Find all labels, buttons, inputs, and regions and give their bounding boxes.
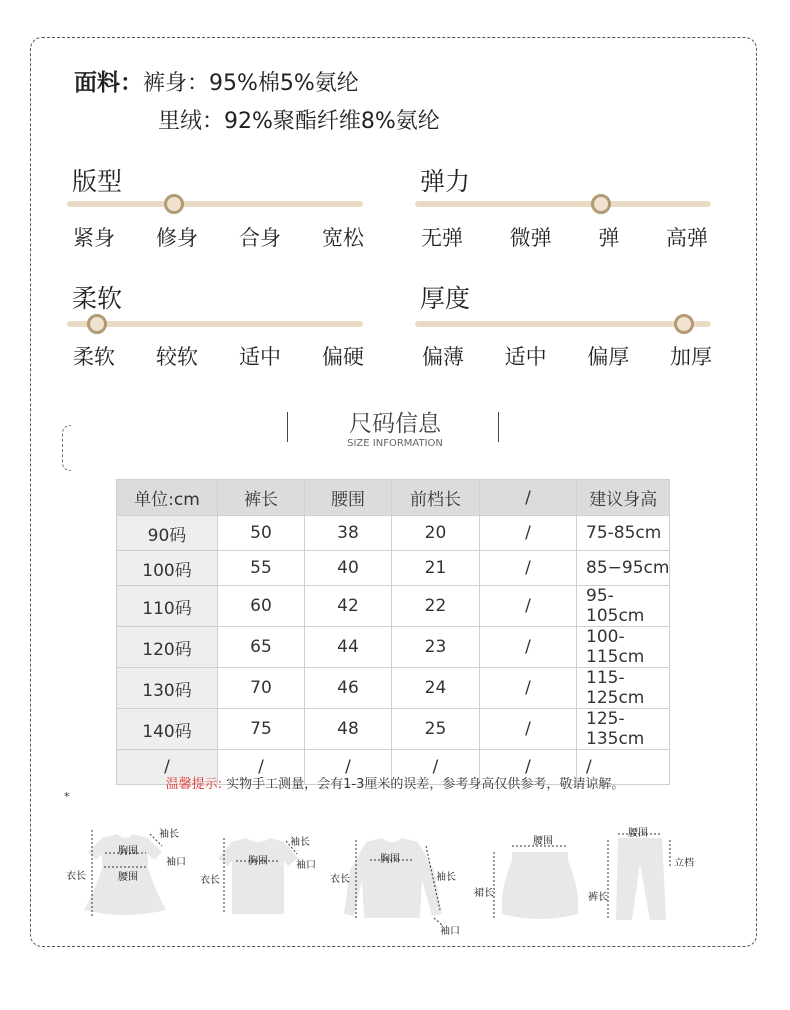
option-label: 紧身 [73, 226, 115, 250]
attr-fit-slider [67, 201, 363, 207]
table-cell: 125-135cm [577, 709, 670, 750]
skirt-waist-label: 腰围 [533, 836, 553, 847]
sweater-length-label: 衣长 [330, 874, 350, 885]
attr-thick-title: 厚度 [420, 284, 471, 313]
table-cell: 42 [305, 586, 392, 627]
table-cell: 44 [305, 627, 392, 668]
table-cell: 25 [392, 709, 480, 750]
tshirt-diagram [196, 828, 326, 923]
table-header: 裤长 [218, 480, 305, 516]
skirt-diagram [472, 830, 587, 925]
attr-thick-options [422, 341, 712, 371]
table-cell: 40 [305, 551, 392, 586]
table-row [117, 586, 670, 627]
attr-soft-knob [87, 314, 107, 334]
sweater-cuff-label: 袖口 [440, 926, 460, 937]
table-row [117, 709, 670, 750]
table-row [117, 516, 670, 551]
option-label: 柔软 [73, 345, 115, 369]
table-cell: / [480, 516, 577, 551]
table-cell: 140码 [117, 709, 218, 750]
option-label: 修身 [156, 226, 198, 250]
table-cell: 60 [218, 586, 305, 627]
heading-divider-left [287, 412, 288, 442]
attr-soft-options [73, 341, 364, 371]
table-cell: 115-125cm [577, 668, 670, 709]
table-cell: / [218, 750, 305, 785]
fabric-line-2: 里绒：92%聚酯纤维8%氨纶 [158, 109, 440, 134]
table-cell: / [480, 586, 577, 627]
table-cell: / [392, 750, 480, 785]
dress-sleeve-label: 袖长 [159, 829, 179, 840]
dress-chest-label: 胸围 [118, 846, 138, 857]
option-label: 适中 [239, 345, 281, 369]
sweater-chest-label: 胸围 [380, 854, 400, 865]
attr-fit-options [73, 222, 364, 252]
table-cell: 100-115cm [577, 627, 670, 668]
pants-waist-label: 腰围 [628, 828, 648, 839]
table-cell: 38 [305, 516, 392, 551]
table-cell: 110码 [117, 586, 218, 627]
attr-thick-slider [415, 321, 711, 327]
table-cell: 90码 [117, 516, 218, 551]
option-label: 适中 [504, 345, 547, 369]
option-label: 较软 [156, 345, 198, 369]
size-section-subtitle: SIZE INFORMATION [347, 438, 443, 449]
attr-soft-title: 柔软 [72, 284, 123, 313]
dress-diagram [62, 820, 197, 930]
sweater-sleeve-label: 袖长 [436, 872, 456, 883]
option-label: 微弹 [509, 226, 552, 250]
size-table [116, 479, 670, 785]
fabric-line-1 [74, 64, 359, 97]
table-cell: / [480, 668, 577, 709]
table-cell: 50 [218, 516, 305, 551]
table-cell: 100码 [117, 551, 218, 586]
option-label: 高弹 [665, 226, 708, 250]
table-row [117, 627, 670, 668]
attr-soft-slider [67, 321, 363, 327]
table-cell: 23 [392, 627, 480, 668]
table-cell: 120码 [117, 627, 218, 668]
option-label: 无弹 [421, 226, 463, 250]
table-header: 前档长 [392, 480, 480, 516]
option-label: 偏厚 [587, 345, 630, 369]
dress-length-label: 衣长 [66, 871, 86, 882]
notice-text: 实物手工测量，会有1-3厘米的误差，参考身高仅供参考，敬请谅解。 [226, 777, 625, 792]
attr-elastic-slider [415, 201, 711, 207]
skirt-length-label: 裙长 [474, 888, 494, 899]
table-cell: 70 [218, 668, 305, 709]
table-cell: / [480, 551, 577, 586]
fabric-label: 面料： [74, 70, 143, 96]
table-row [117, 668, 670, 709]
sweater-diagram [330, 830, 470, 940]
table-cell: / [480, 627, 577, 668]
fabric-body: 裤身：95%棉5%氨纶 [143, 71, 359, 96]
decorative-bracket [62, 425, 71, 471]
table-cell: 75-85cm [577, 516, 670, 551]
table-cell: / [117, 750, 218, 785]
tshirt-length-label: 衣长 [200, 875, 220, 886]
table-cell: / [480, 750, 577, 785]
table-cell: 20 [392, 516, 480, 551]
attr-fit-knob [164, 194, 184, 214]
option-label: 偏薄 [422, 345, 464, 369]
option-label: 加厚 [669, 345, 712, 369]
attr-fit-title: 版型 [72, 167, 123, 196]
attr-elastic-title: 弹力 [420, 167, 471, 196]
table-cell: 130码 [117, 668, 218, 709]
tshirt-sleeve-label: 袖长 [290, 837, 310, 848]
table-cell: 55 [218, 551, 305, 586]
table-header: 腰围 [305, 480, 392, 516]
table-row [117, 551, 670, 586]
table-cell: / [577, 750, 670, 785]
table-cell: / [480, 709, 577, 750]
option-label: 弹 [598, 226, 620, 250]
table-header: 建议身高 [577, 480, 670, 516]
pants-diagram [588, 822, 703, 927]
size-section-title: 尺码信息 [349, 411, 441, 437]
table-cell: 75 [218, 709, 305, 750]
table-cell: 21 [392, 551, 480, 586]
table-cell: 85−95cm [577, 551, 670, 586]
tshirt-chest-label: 胸围 [248, 856, 268, 867]
dress-waist-label: 腰围 [118, 872, 138, 883]
option-label: 宽松 [322, 226, 364, 250]
tshirt-cuff-label: 袖口 [296, 860, 316, 871]
table-header: / [480, 480, 577, 516]
table-cell: 65 [218, 627, 305, 668]
table-cell: 24 [392, 668, 480, 709]
footnote-star: * [64, 790, 70, 803]
table-cell: 46 [305, 668, 392, 709]
notice-highlight: 温馨提示: [165, 777, 222, 792]
table-cell: 48 [305, 709, 392, 750]
table-cell: 95-105cm [577, 586, 670, 627]
dress-cuff-label: 袖口 [166, 857, 186, 868]
table-header: 单位:cm [117, 480, 218, 516]
skirt-icon [472, 830, 587, 925]
measurement-notice [0, 773, 790, 792]
table-cell: 22 [392, 586, 480, 627]
option-label: 合身 [239, 226, 281, 250]
pants-length-label: 裤长 [588, 892, 608, 903]
pants-rise-label: 立档 [674, 858, 694, 869]
table-header-row [117, 480, 670, 516]
option-label: 偏硬 [322, 345, 364, 369]
table-cell: / [305, 750, 392, 785]
attr-elastic-options [421, 222, 708, 252]
size-section-heading [290, 405, 500, 449]
